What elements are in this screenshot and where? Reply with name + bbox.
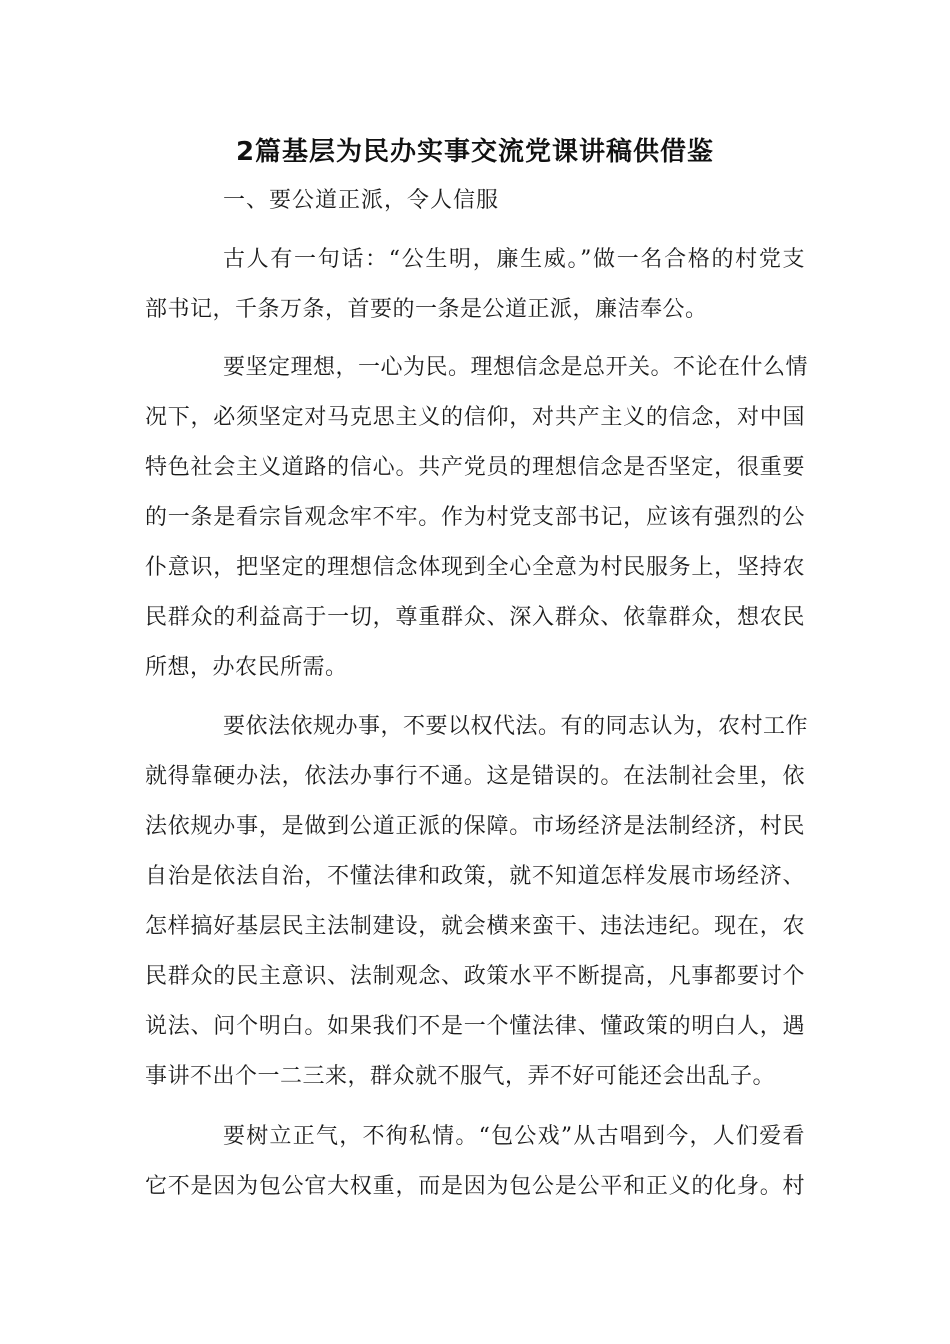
paragraph-line: 要树立正气，不徇私情。“包公戏”从古唱到今，人们爱看 <box>223 1124 805 1149</box>
paragraph-line: 民群众的利益高于一切，尊重群众、深入群众、依靠群众，想农民 <box>145 605 805 630</box>
paragraph-line: 就得靠硬办法，依法办事行不通。这是错误的。在法制社会里，依 <box>145 764 805 789</box>
paragraph-line: 部书记，千条万条，首要的一条是公道正派，廉洁奉公。 <box>145 297 708 322</box>
paragraph-line: 民群众的民主意识、法制观念、政策水平不断提高，凡事都要讨个 <box>145 964 805 989</box>
paragraph-line: 的一条是看宗旨观念牢不牢。作为村党支部书记，应该有强烈的公 <box>145 505 805 530</box>
paragraph-3 <box>145 702 809 1102</box>
paragraph-1 <box>145 235 805 335</box>
paragraph-line: 说法、问个明白。如果我们不是一个懂法律、懂政策的明白人，遇 <box>145 1014 805 1039</box>
paragraph-line: 法依规办事，是做到公道正派的保障。市场经济是法制经济，村民 <box>145 814 805 839</box>
paragraph-line: 要依法依规办事，不要以权代法。有的同志认为，农村工作 <box>223 714 809 739</box>
paragraph-line: 所想，办农民所需。 <box>145 655 348 680</box>
paragraph-line: 古人有一句话：“公生明，廉生威。”做一名合格的村党支 <box>223 247 805 272</box>
paragraph-line: 自治是依法自治，不懂法律和政策，就不知道怎样发展市场经济、 <box>145 864 805 889</box>
paragraph-line: 要坚定理想，一心为民。理想信念是总开关。不论在什么情 <box>223 355 809 380</box>
paragraph-line: 况下，必须坚定对马克思主义的信仰，对共产主义的信念，对中国 <box>145 405 805 430</box>
paragraph-line: 特色社会主义道路的信心。共产党员的理想信念是否坚定，很重要 <box>145 455 805 480</box>
section-heading: 一、要公道正派，令人信服 <box>223 188 500 213</box>
paragraph-line: 怎样搞好基层民主法制建设，就会横来蛮干、违法违纪。现在，农 <box>145 914 805 939</box>
paragraph-4 <box>145 1112 805 1212</box>
paragraph-2 <box>145 343 809 693</box>
paragraph-line: 仆意识，把坚定的理想信念体现到全心全意为村民服务上，坚持农 <box>145 555 805 580</box>
document-title: 2篇基层为民办实事交流党课讲稿供借鉴 <box>235 137 715 167</box>
paragraph-line: 它不是因为包公官大权重，而是因为包公是公平和正义的化身。村 <box>145 1174 805 1199</box>
paragraph-line: 事讲不出个一二三来，群众就不服气，弄不好可能还会出乱子。 <box>145 1064 776 1089</box>
